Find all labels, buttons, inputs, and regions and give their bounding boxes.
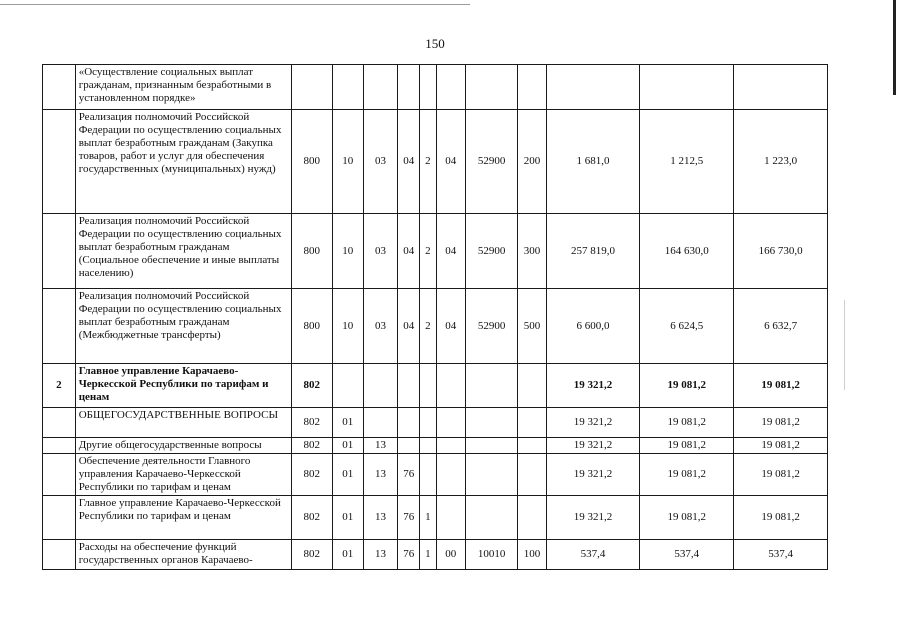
code-section: 10 [333, 110, 364, 214]
table-row [43, 438, 828, 454]
code-activity: 04 [436, 214, 465, 289]
amount-year-3: 166 730,0 [734, 214, 828, 289]
code-expense-type: 200 [518, 110, 546, 214]
row-number [43, 438, 76, 454]
code-expense-type: 500 [518, 289, 546, 364]
row-name: Главное управление Карачаево-Черкесской Республики по тарифам и ценам [75, 496, 291, 540]
amount-year-2 [640, 65, 734, 110]
row-name: Другие общегосударственные вопросы [75, 438, 291, 454]
table-row [43, 454, 828, 496]
amount-year-1: 257 819,0 [546, 214, 640, 289]
code-subsection: 13 [363, 454, 398, 496]
table-row [43, 214, 828, 289]
code-subsection [363, 65, 398, 110]
code-direction [465, 438, 517, 454]
amount-year-3: 19 081,2 [734, 364, 828, 408]
code-direction [465, 454, 517, 496]
code-activity [436, 364, 465, 408]
budget-table [42, 64, 828, 570]
code-activity [436, 65, 465, 110]
amount-year-2: 6 624,5 [640, 289, 734, 364]
top-rule [0, 4, 470, 5]
scan-artifact-line [844, 300, 845, 390]
code-program: 76 [398, 496, 420, 540]
row-number: 2 [43, 364, 76, 408]
code-activity: 04 [436, 289, 465, 364]
code-direction [465, 408, 517, 438]
amount-year-1: 19 321,2 [546, 408, 640, 438]
amount-year-3 [734, 65, 828, 110]
code-direction [465, 65, 517, 110]
code-subprogram [420, 408, 436, 438]
code-direction: 10010 [465, 540, 517, 570]
table-body [43, 65, 828, 570]
amount-year-3: 537,4 [734, 540, 828, 570]
code-subsection: 03 [363, 110, 398, 214]
row-name: Реализация полномочий Российской Федерации по осуществлению социальных выплат безработным гражданам (Социальное обеспечение и иные выплаты населению) [75, 214, 291, 289]
code-subsection [363, 364, 398, 408]
code-activity: 00 [436, 540, 465, 570]
row-number [43, 110, 76, 214]
code-subsection [363, 408, 398, 438]
code-program: 04 [398, 110, 420, 214]
code-expense-type: 300 [518, 214, 546, 289]
code-program [398, 65, 420, 110]
table-row [43, 110, 828, 214]
amount-year-2: 1 212,5 [640, 110, 734, 214]
row-number [43, 454, 76, 496]
code-subsection: 03 [363, 214, 398, 289]
row-number [43, 496, 76, 540]
code-ministry: 802 [291, 408, 332, 438]
code-expense-type [518, 65, 546, 110]
code-section: 01 [333, 408, 364, 438]
code-section: 01 [333, 438, 364, 454]
code-ministry [291, 65, 332, 110]
row-name: Реализация полномочий Российской Федерации по осуществлению социальных выплат безработным гражданам (Закупка товаров, работ и услуг для обеспечения государственных (муниципальных) нужд) [75, 110, 291, 214]
amount-year-2: 164 630,0 [640, 214, 734, 289]
row-name: Расходы на обеспечение функций государственных органов Карачаево- [75, 540, 291, 570]
amount-year-1: 1 681,0 [546, 110, 640, 214]
row-number [43, 408, 76, 438]
table-row [43, 408, 828, 438]
code-section [333, 364, 364, 408]
table-row [43, 364, 828, 408]
code-activity [436, 454, 465, 496]
code-program: 76 [398, 540, 420, 570]
row-name: ОБЩЕГОСУДАРСТВЕННЫЕ ВОПРОСЫ [75, 408, 291, 438]
code-subsection: 03 [363, 289, 398, 364]
code-activity [436, 408, 465, 438]
code-section: 10 [333, 289, 364, 364]
row-number [43, 540, 76, 570]
code-activity [436, 438, 465, 454]
amount-year-2: 19 081,2 [640, 408, 734, 438]
amount-year-3: 6 632,7 [734, 289, 828, 364]
amount-year-1: 19 321,2 [546, 496, 640, 540]
code-program [398, 408, 420, 438]
code-section [333, 65, 364, 110]
code-subsection: 13 [363, 540, 398, 570]
amount-year-1: 537,4 [546, 540, 640, 570]
page-edge-mark [893, 0, 896, 95]
code-expense-type [518, 364, 546, 408]
row-name: «Осуществление социальных выплат гражданам, признанным безработными в установленном порядке» [75, 65, 291, 110]
code-subprogram [420, 364, 436, 408]
code-subprogram [420, 65, 436, 110]
code-direction: 52900 [465, 289, 517, 364]
code-subprogram: 2 [420, 289, 436, 364]
code-section: 10 [333, 214, 364, 289]
code-ministry: 802 [291, 438, 332, 454]
row-name: Реализация полномочий Российской Федерации по осуществлению социальных выплат безработным гражданам (Межбюджетные трансферты) [75, 289, 291, 364]
code-expense-type [518, 454, 546, 496]
code-subsection: 13 [363, 438, 398, 454]
table-row [43, 540, 828, 570]
code-program [398, 438, 420, 454]
code-program: 76 [398, 454, 420, 496]
amount-year-1 [546, 65, 640, 110]
amount-year-2: 19 081,2 [640, 364, 734, 408]
table-row [43, 65, 828, 110]
amount-year-2: 19 081,2 [640, 454, 734, 496]
amount-year-2: 19 081,2 [640, 496, 734, 540]
code-activity [436, 496, 465, 540]
code-ministry: 802 [291, 454, 332, 496]
row-name: Обеспечение деятельности Главного управления Карачаево-Черкесской Республики по тарифам и ценам [75, 454, 291, 496]
code-direction: 52900 [465, 214, 517, 289]
amount-year-2: 537,4 [640, 540, 734, 570]
code-program [398, 364, 420, 408]
code-subprogram: 1 [420, 496, 436, 540]
code-section: 01 [333, 496, 364, 540]
code-subprogram [420, 454, 436, 496]
code-expense-type [518, 496, 546, 540]
code-ministry: 802 [291, 540, 332, 570]
code-subsection: 13 [363, 496, 398, 540]
code-ministry: 800 [291, 110, 332, 214]
amount-year-3: 19 081,2 [734, 408, 828, 438]
code-expense-type [518, 408, 546, 438]
code-subprogram: 2 [420, 110, 436, 214]
amount-year-3: 1 223,0 [734, 110, 828, 214]
amount-year-3: 19 081,2 [734, 496, 828, 540]
code-activity: 04 [436, 110, 465, 214]
code-expense-type [518, 438, 546, 454]
code-program: 04 [398, 289, 420, 364]
code-ministry: 802 [291, 496, 332, 540]
amount-year-3: 19 081,2 [734, 454, 828, 496]
row-name: Главное управление Карачаево-Черкесской Республики по тарифам и ценам [75, 364, 291, 408]
amount-year-2: 19 081,2 [640, 438, 734, 454]
code-expense-type: 100 [518, 540, 546, 570]
amount-year-3: 19 081,2 [734, 438, 828, 454]
code-subprogram [420, 438, 436, 454]
code-section: 01 [333, 540, 364, 570]
table-row [43, 289, 828, 364]
code-program: 04 [398, 214, 420, 289]
page-number: 150 [425, 36, 445, 51]
amount-year-1: 19 321,2 [546, 454, 640, 496]
code-section: 01 [333, 454, 364, 496]
code-direction [465, 364, 517, 408]
row-number [43, 214, 76, 289]
row-number [43, 65, 76, 110]
table-row [43, 496, 828, 540]
code-subprogram: 1 [420, 540, 436, 570]
code-subprogram: 2 [420, 214, 436, 289]
code-direction: 52900 [465, 110, 517, 214]
amount-year-1: 19 321,2 [546, 364, 640, 408]
code-ministry: 802 [291, 364, 332, 408]
row-number [43, 289, 76, 364]
amount-year-1: 6 600,0 [546, 289, 640, 364]
code-ministry: 800 [291, 214, 332, 289]
amount-year-1: 19 321,2 [546, 438, 640, 454]
code-direction [465, 496, 517, 540]
code-ministry: 800 [291, 289, 332, 364]
